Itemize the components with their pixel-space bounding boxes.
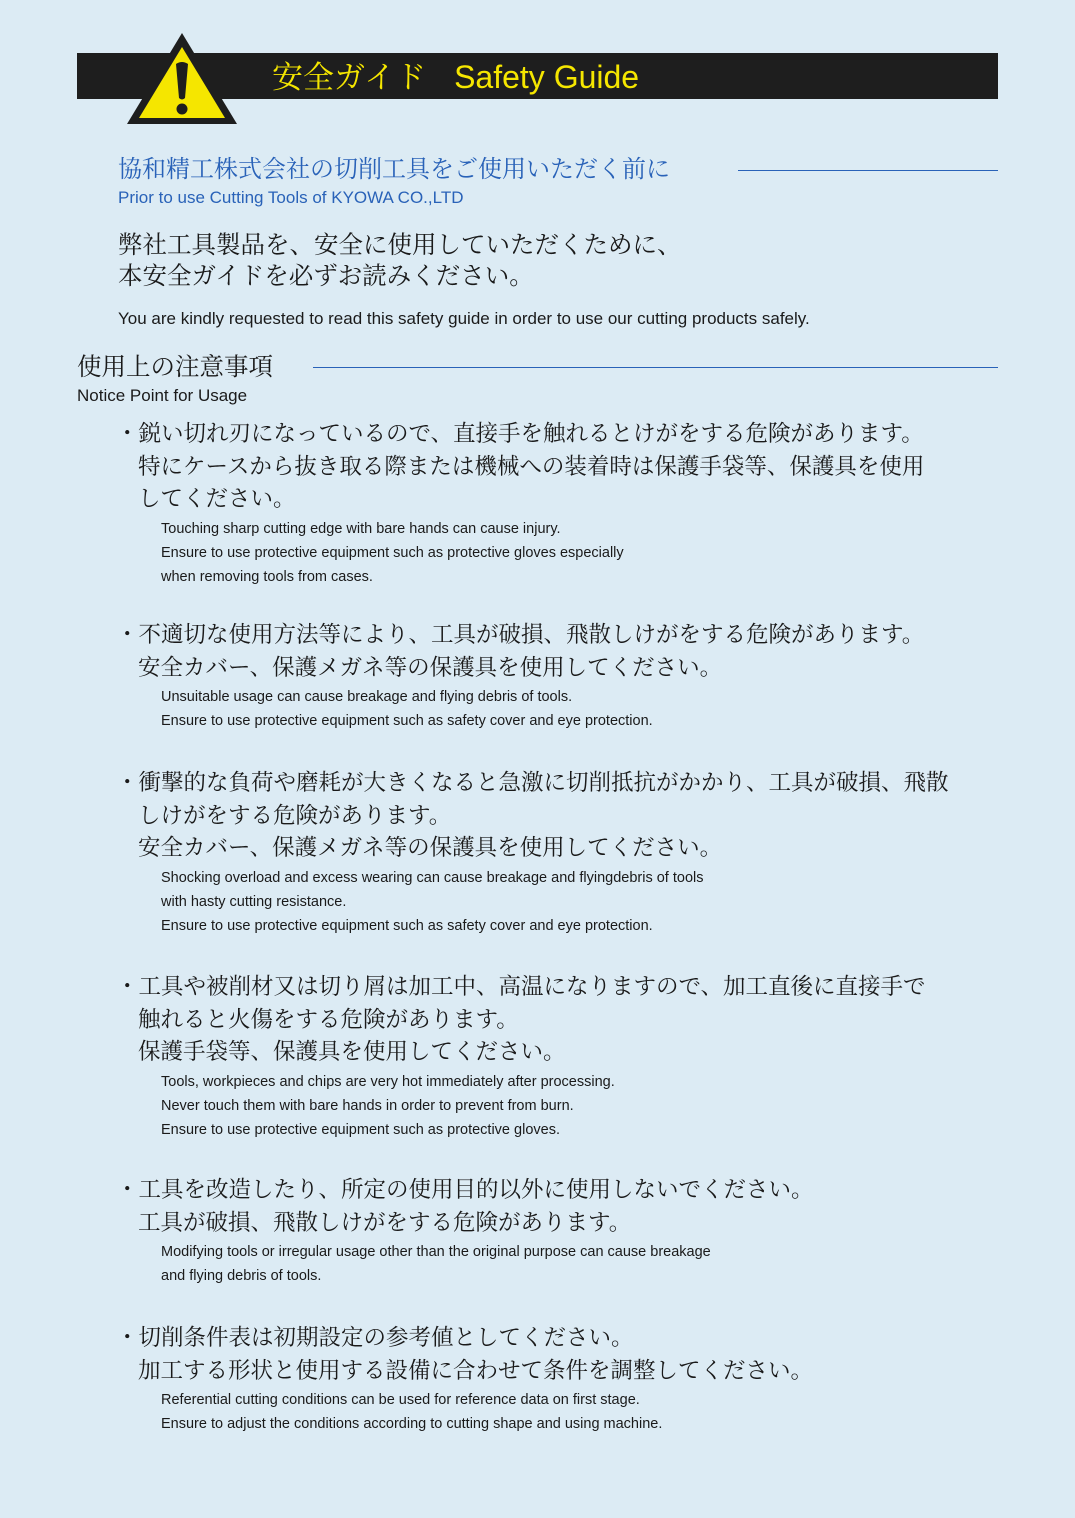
notice-item-ja (116, 1322, 1016, 1387)
notice-item-en (116, 1388, 1016, 1436)
notice-en-line: Never touch them with bare hands in order to prevent from burn. (161, 1097, 574, 1114)
notice-ja-line: 触れると火傷をする危険があります。 (138, 1006, 519, 1033)
notice-item-en (116, 1240, 1016, 1288)
notice-ja-line: ・工具や被削材又は切り屑は加工中、高温になりますので、加工直後に直接手で (116, 974, 926, 1000)
warning-triangle-icon (124, 30, 240, 128)
notice-en-line: Ensure to use protective equipment such as protective gloves especially (161, 544, 624, 561)
section2-divider (313, 367, 998, 368)
intro-ja-line: 弊社工具製品を、安全に使用していただくために、 (118, 230, 682, 259)
header-title-en: Safety Guide (454, 59, 640, 95)
header-title (272, 55, 639, 99)
notice-en-line: Ensure to use protective equipment such as safety cover and eye protection. (161, 713, 653, 729)
notice-ja-line: 特にケースから抜き取る際または機械への装着時は保護手袋等、保護具を使用 (138, 453, 925, 480)
notice-ja-line: 保護手袋等、保護具を使用してください。 (138, 1039, 566, 1065)
notice-item-ja (116, 971, 1016, 1069)
notice-item (116, 619, 1016, 733)
intro-ja-line: 本安全ガイドを必ずお読みください。 (118, 261, 534, 290)
notice-ja-line: ・不適切な使用方法等により、工具が破損、飛散しけがをする危険があります。 (116, 622, 925, 648)
intro-ja (118, 229, 682, 291)
notice-ja-line: ・衝撃的な負荷や磨耗が大きくなると急激に切削抵抗がかかり、工具が破損、飛散 (116, 770, 949, 796)
notice-en-line: Ensure to use protective equipment such as protective gloves. (161, 1121, 560, 1138)
notice-item (116, 418, 1016, 589)
notice-ja-line: してください。 (138, 486, 296, 512)
notice-en-line: Shocking overload and excess wearing can cause breakage and flyingdebris of tools (161, 869, 704, 886)
notice-item (116, 767, 1016, 938)
notice-en-line: with hasty cutting resistance. (161, 893, 347, 910)
notice-en-line: Referential cutting conditions can be used for reference data on first stage. (161, 1392, 640, 1408)
notice-en-line: Modifying tools or irregular usage other than the original purpose can cause breakage (161, 1244, 711, 1260)
notice-item (116, 971, 1016, 1142)
section2-title-ja: 使用上の注意事項 (77, 352, 273, 381)
notice-item-en (116, 517, 1016, 589)
notice-item-ja (116, 418, 1016, 516)
section1-divider (738, 170, 998, 171)
notice-ja-line: 加工する形状と使用する設備に合わせて条件を調整してください。 (138, 1357, 814, 1384)
notice-item (116, 1322, 1016, 1436)
notice-ja-line: 工具が破損、飛散しけがをする危険があります。 (138, 1209, 632, 1236)
notice-en-line: Unsuitable usage can cause breakage and flying debris of tools. (161, 689, 573, 705)
notice-en-line: Tools, workpieces and chips are very hot immediately after processing. (161, 1073, 615, 1090)
notice-en-line: Touching sharp cutting edge with bare hands can cause injury. (161, 520, 561, 537)
notice-ja-line: ・切削条件表は初期設定の参考値としてください。 (116, 1325, 634, 1351)
notice-item-en (116, 866, 1016, 938)
notice-item-ja (116, 1174, 1016, 1239)
notice-item-en (116, 685, 1016, 733)
notice-en-line: when removing tools from cases. (161, 568, 373, 585)
notice-en-line: Ensure to use protective equipment such as safety cover and eye protection. (161, 917, 653, 934)
notice-item (116, 1174, 1016, 1288)
section1-title-en: Prior to use Cutting Tools of KYOWA CO.,LTD (118, 188, 464, 207)
section2-title-en: Notice Point for Usage (77, 386, 248, 405)
notice-ja-line: ・工具を改造したり、所定の使用目的以外に使用しないでください。 (116, 1177, 814, 1203)
notice-ja-line: しけがをする危険があります。 (138, 802, 452, 829)
header-title-ja: 安全ガイド (272, 60, 427, 96)
notice-en-line: and flying debris of tools. (161, 1268, 322, 1284)
notice-item-ja (116, 619, 1016, 684)
notice-ja-line: 安全カバー、保護メガネ等の保護具を使用してください。 (138, 835, 723, 861)
notice-ja-line: 安全カバー、保護メガネ等の保護具を使用してください。 (138, 654, 723, 681)
notice-ja-line: ・鋭い切れ刃になっているので、直接手を触れるとけがをする危険があります。 (116, 421, 924, 447)
notice-en-line: Ensure to adjust the conditions according to cutting shape and using machine. (161, 1416, 663, 1432)
intro-en: You are kindly requested to read this safety guide in order to use our cutting products safely. (118, 309, 810, 328)
notice-item-en (116, 1070, 1016, 1142)
notice-item-ja (116, 767, 1016, 865)
section1-title-ja: 協和精工株式会社の切削工具をご使用いただく前に (118, 155, 670, 183)
